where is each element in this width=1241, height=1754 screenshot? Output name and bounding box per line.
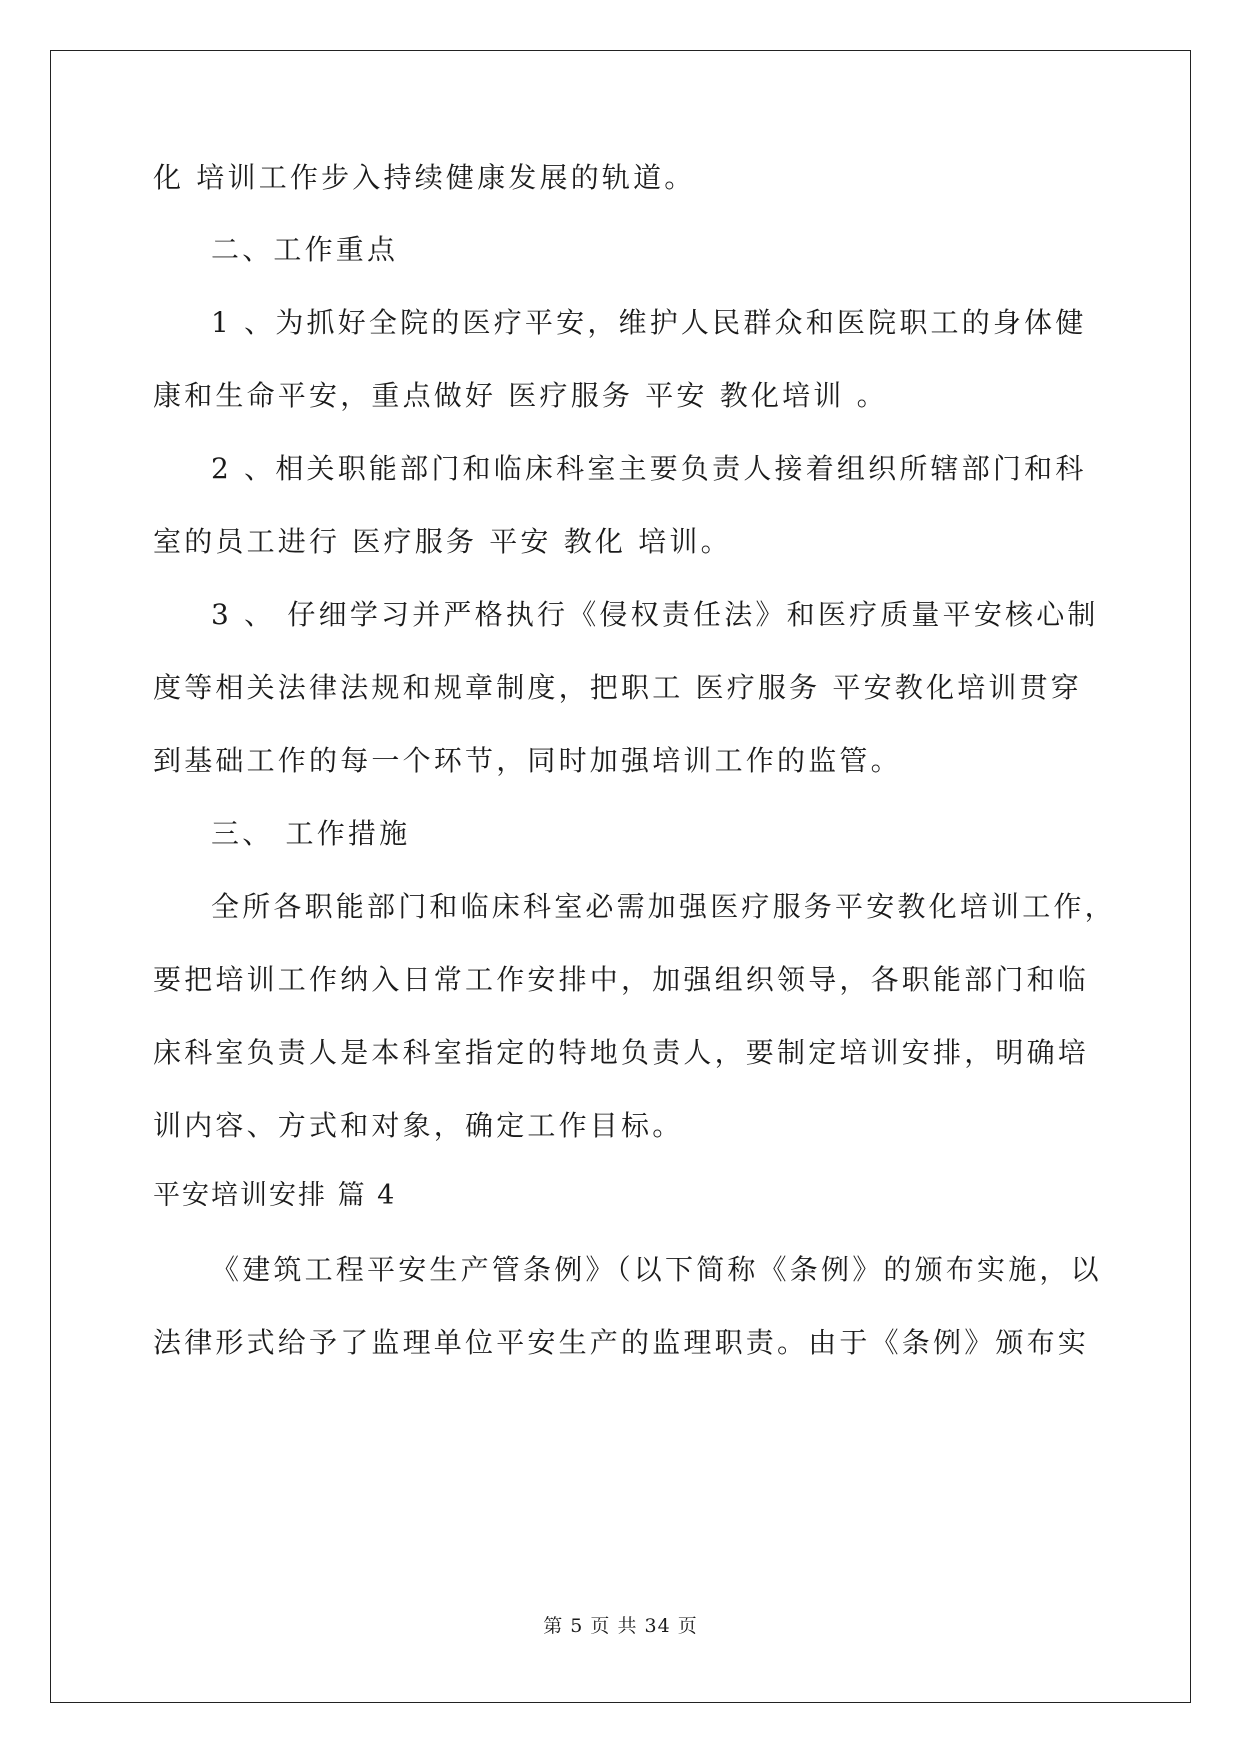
page-border <box>50 50 1191 1703</box>
paragraph-line: 要把培训工作纳入日常工作安排中，加强组织领导，各职能部门和临 <box>153 963 1090 996</box>
section-heading: 二、工作重点 <box>211 233 399 266</box>
paragraph-line: 全所各职能部门和临床科室必需加强医疗服务平安教化培训工作， <box>211 890 1116 923</box>
page-number-footer: 第 5 页 共 34 页 <box>543 1615 698 1637</box>
paragraph-line: 3 、 仔细学习并严格执行《侵权责任法》和医疗质量平安核心制 <box>211 598 1099 631</box>
paragraph-line: 度等相关法律法规和规章制度，把职工 医疗服务 平安教化培训贯穿 <box>153 671 1083 704</box>
paragraph-line: 康和生命平安，重点做好 医疗服务 平安 教化培训 。 <box>153 379 888 412</box>
article-title: 平安培训安排 篇 4 <box>153 1180 397 1211</box>
paragraph-line: 2 、相关职能部门和临床科室主要负责人接着组织所辖部门和科 <box>211 452 1087 485</box>
paragraph-line: 《建筑工程平安生产管条例》（以下简称《条例》的颁布实施，以 <box>211 1253 1102 1286</box>
paragraph-line: 训内容、方式和对象，确定工作目标。 <box>153 1109 684 1142</box>
paragraph-line: 1 、为抓好全院的医疗平安，维护人民群众和医院职工的身体健 <box>211 306 1087 339</box>
paragraph-line: 化 培训工作步入持续健康发展的轨道。 <box>153 161 696 194</box>
paragraph-line: 床科室负责人是本科室指定的特地负责人，要制定培训安排，明确培 <box>153 1036 1090 1069</box>
paragraph-line: 到基础工作的每一个环节，同时加强培训工作的监管。 <box>153 744 902 777</box>
section-heading: 三、 工作措施 <box>211 817 411 850</box>
paragraph-line: 法律形式给予了监理单位平安生产的监理职责。由于《条例》颁布实 <box>153 1326 1090 1359</box>
paragraph-line: 室的员工进行 医疗服务 平安 教化 培训。 <box>153 525 732 558</box>
